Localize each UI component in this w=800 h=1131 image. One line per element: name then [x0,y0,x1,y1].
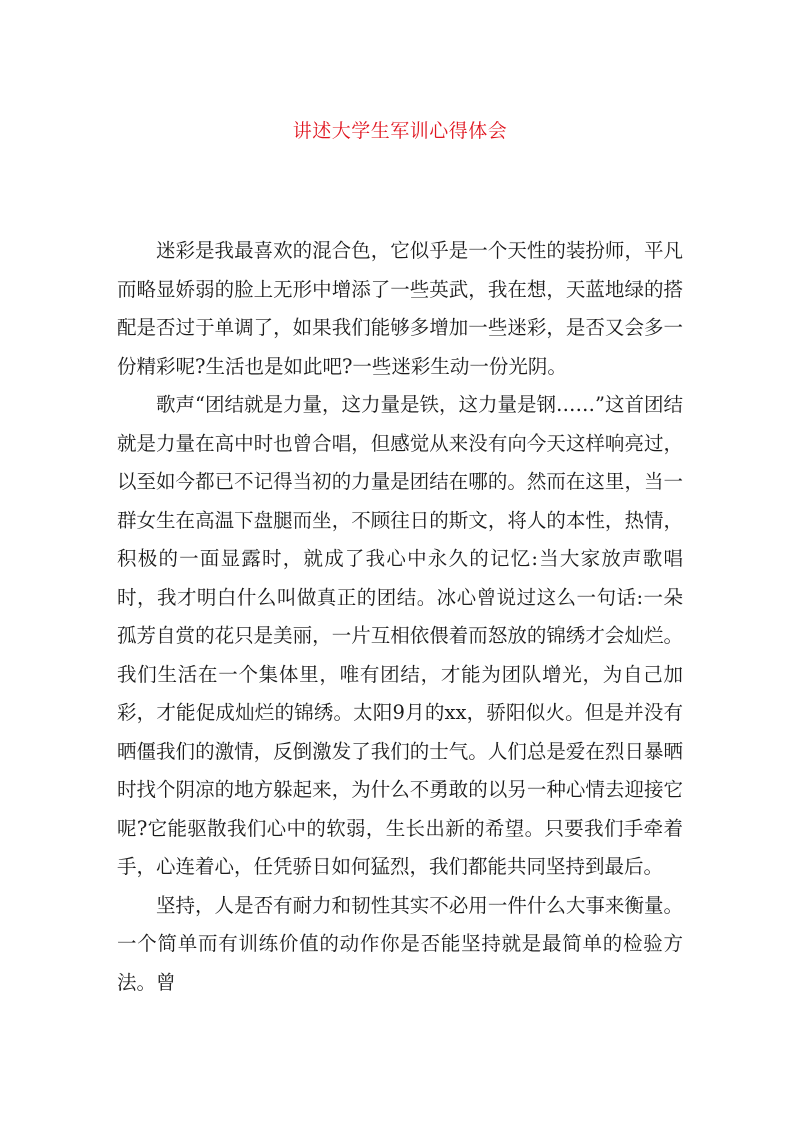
document-title: 讲述大学生军训心得体会 [292,119,508,142]
document-body [117,232,683,1002]
paragraph-camouflage: 迷彩是我最喜欢的混合色，它似乎是一个天性的装扮师，平凡而略显娇弱的脸上无形中增添了一些英武，我在想，天蓝地绿的搭配是否过于单调了，如果我们能够多增加一些迷彩，是否又会多一份精彩呢?生活也是如此吧?一些迷彩生动一份光阴。 [117,239,683,378]
paragraph-unity: 歌声“团结就是力量，这力量是铁，这力量是钢……”这首团结就是力量在高中时也曾合唱，但感觉从来没有向今天这样响亮过，以至如今都已不记得当初的力量是团结在哪的。然而在这里，当一群女生在高温下盘腿而坐，不顾往日的斯文，将人的本性，热情，积极的一面显露时，就成了我心中永久的记忆:当大家放声歌唱时，我才明白什么叫做真正的团结。冰心曾说过这么一句话:一朵孤芳自赏的花只是美丽，一片互相依偎着而怒放的锦绣才会灿烂。我们生活在一个集体里，唯有团结，才能为团队增光，为自己加彩，才能促成灿烂的锦绣。太阳9月的xx，骄阳似火。但是并没有晒僵我们的激情，反倒激发了我们的士气。人们总是爱在烈日暴晒时找个阴凉的地方躲起来，为什么不勇敢的以另一种心情去迎接它呢?它能驱散我们心中的软弱，生长出新的希望。只要我们手牵着手，心连着心，任凭骄日如何猛烈，我们都能共同坚持到最后。 [117,393,683,878]
paragraph-persistence: 坚持，人是否有耐力和韧性其实不必用一件什么大事来衡量。一个简单而有训练价值的动作你是否能坚持就是最简单的检验方法。曾 [117,893,683,994]
